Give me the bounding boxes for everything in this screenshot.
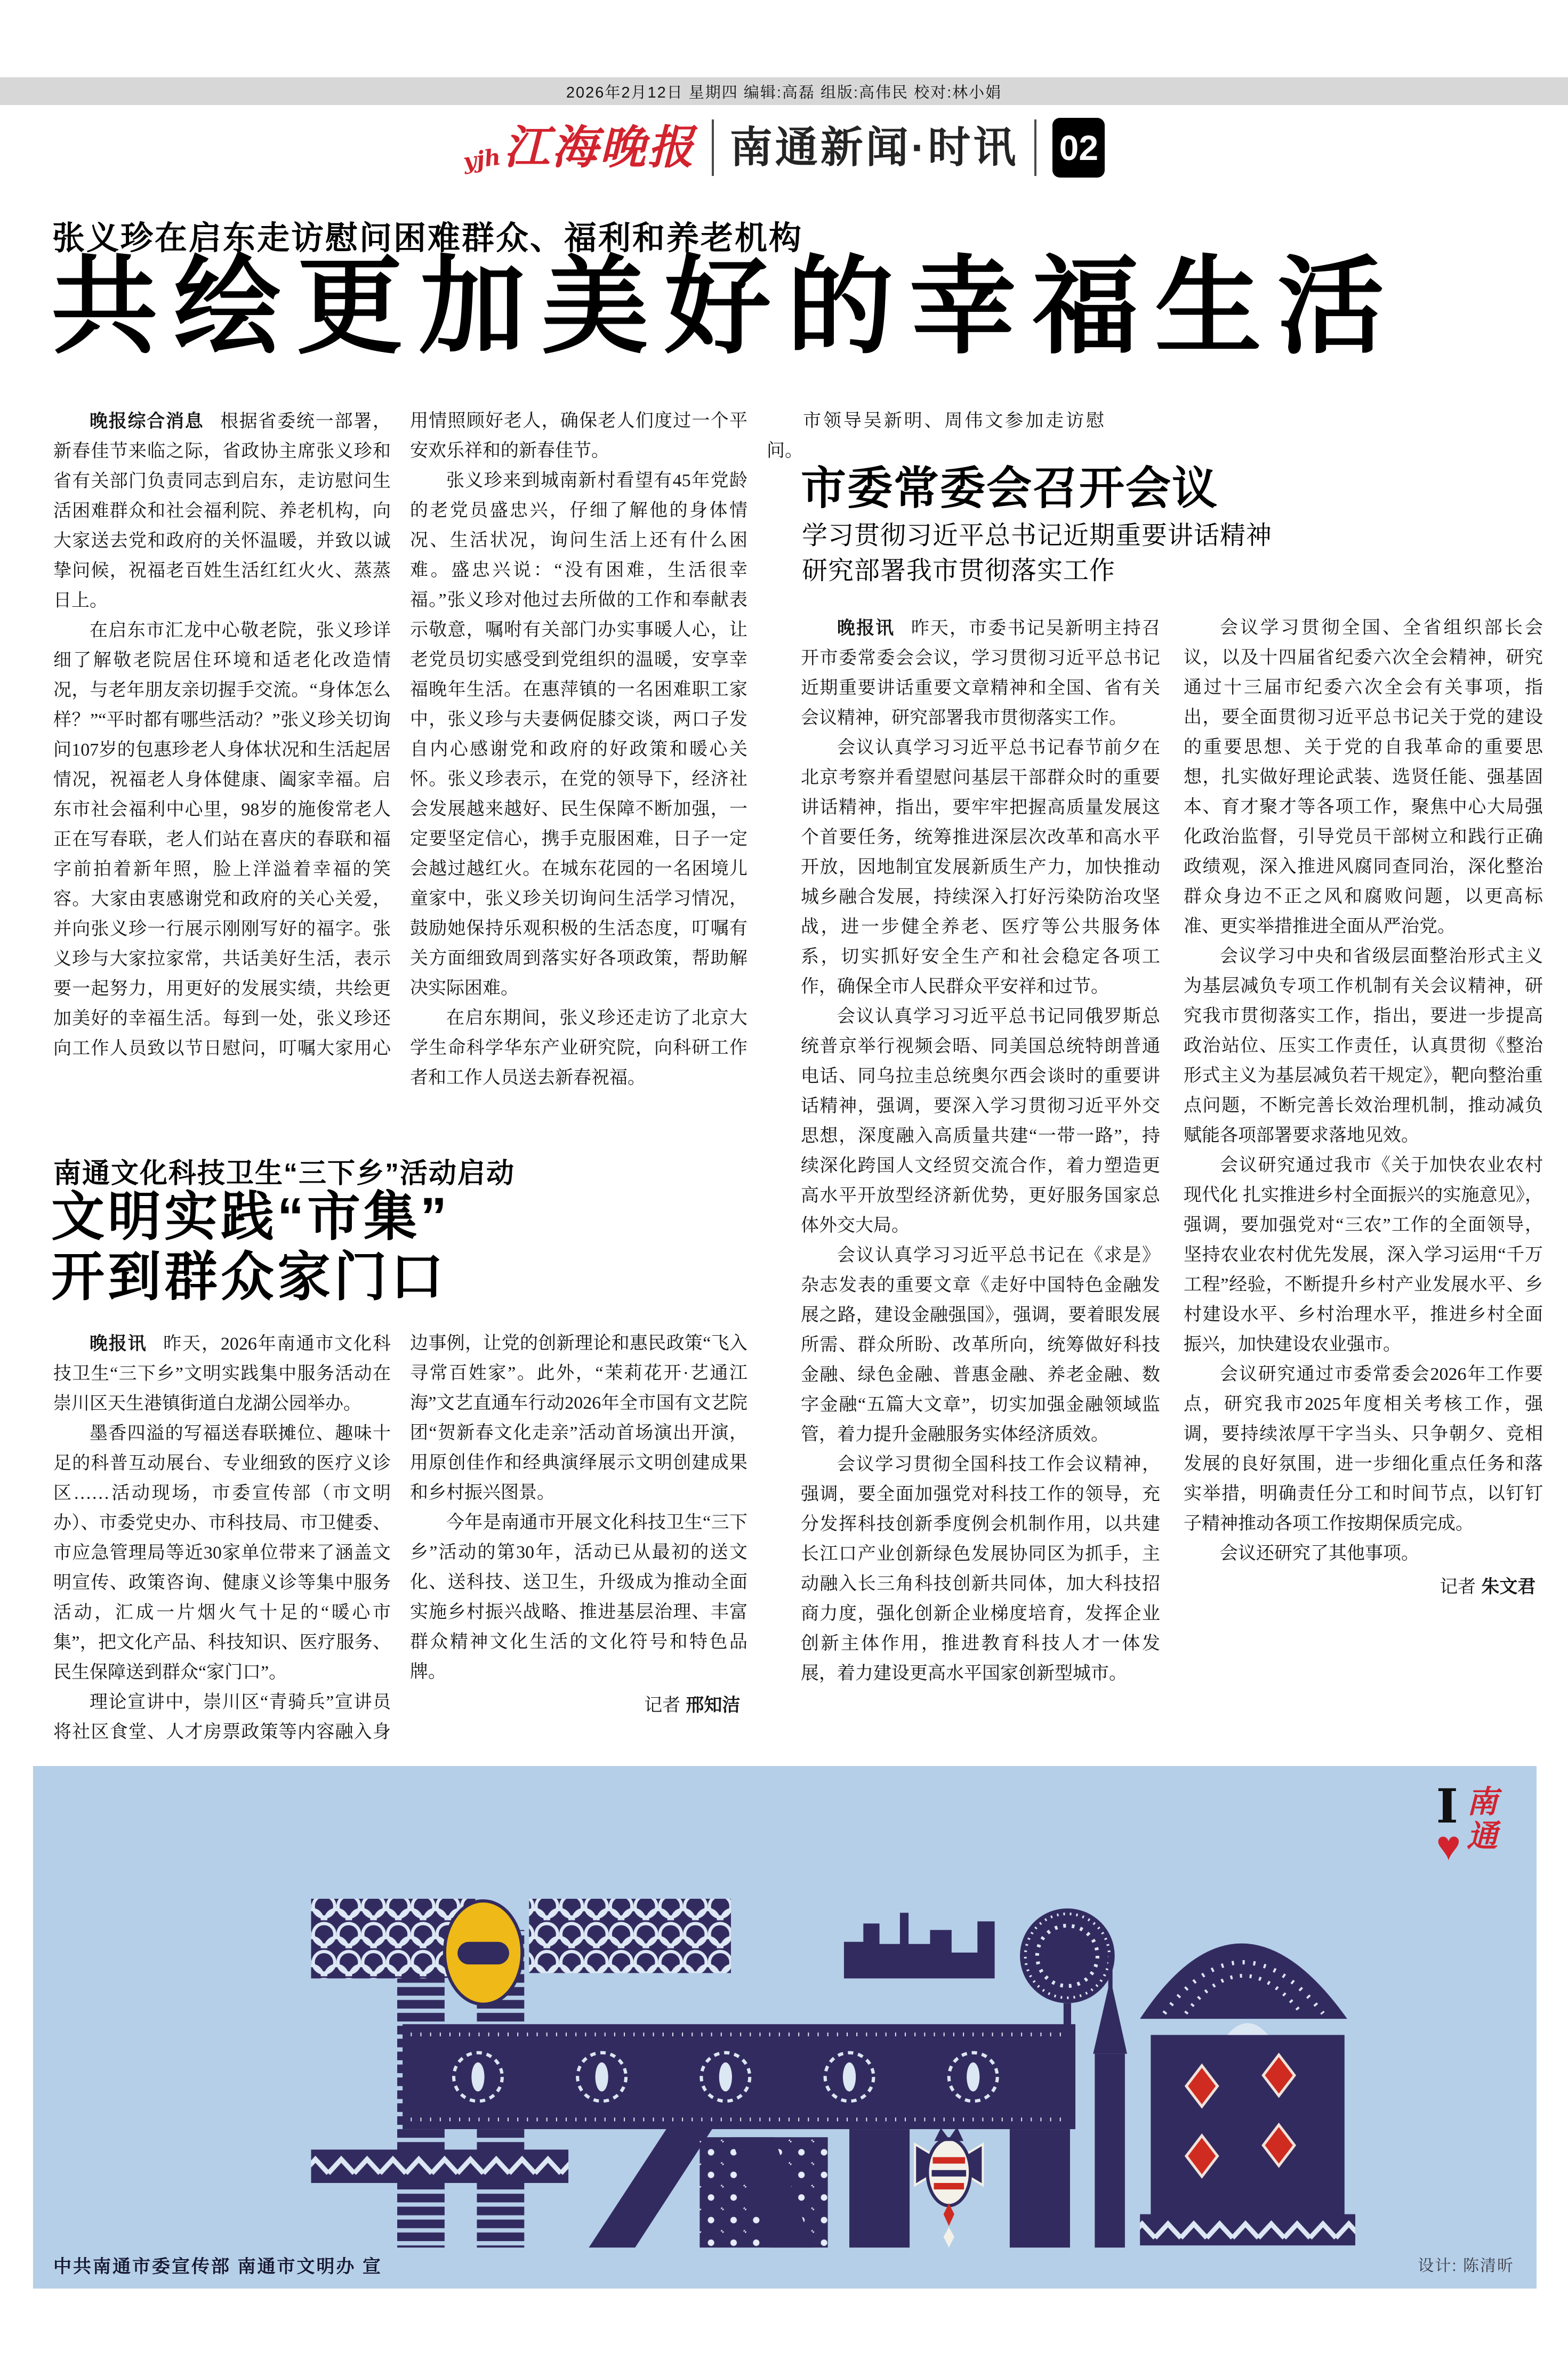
heart-icon: ♥ xyxy=(1436,1823,1461,1869)
masthead-divider xyxy=(1034,119,1036,176)
reporter-name: 邢知洁 xyxy=(686,1695,741,1715)
paragraph: 理论宣讲中，崇川区“青骑兵”宣讲员将社区食堂、人才房票政策等内容融入身边事例，让党的创新理论和惠民政策“飞入寻常百姓家”。此外，“茉莉花开·艺通江海”文艺直通车行动2026年全市国有文艺院团“贺新春文化走亲”活动首场演出开演，用原创佳作和经典演绎展示文明创建成果和乡村振兴图景。 xyxy=(53,1334,747,1742)
brand-mark-icon: yjh xyxy=(461,143,502,175)
lede-label: 晚报讯 xyxy=(90,1334,147,1354)
page-number-badge: 02 xyxy=(1052,118,1105,178)
paragraph-text: 昨天，2026年南通市文化科技卫生“三下乡”文明实践集中服务活动在崇川区天生港镇街道白龙湖公园举办。 xyxy=(53,1334,391,1414)
reporter-name: 朱文君 xyxy=(1481,1577,1536,1597)
meeting-article-body xyxy=(801,613,1543,1733)
paragraph: 墨香四溢的写福送春联摊位、趣味十足的科普互动展台、专业细致的医疗义诊区……活动现场，市委宣传部（市文明办）、市委党史办、市科技局、市卫健委、市应急管理局等近30家单位带来了涵盖文明宣传、政策咨询、健康义诊等集中服务活动，汇成一片烟火气十足的“暖心市集”，把文化产品、科技知识、医疗服务、民生保障送到群众“家门口”。 xyxy=(53,1424,391,1682)
lede-label: 晚报综合消息 xyxy=(90,411,204,431)
paragraph: 会议研究通过市委常委会2026年工作要点，研究我市2025年度相关考核工作，强调，要持续浓厚干字当头、只争朝夕、竞相发展的良好氛围，进一步细化重点任务和落实举措，明确责任分工和时间节点，以钉钉子精神推动各项工作按期保质完成。 xyxy=(1184,1364,1543,1534)
paragraph: 在启东市汇龙中心敬老院，张义珍详细了解敬老院居住环境和适老化改造情况，与老年朋友亲切握手交流。“身体怎么样？”“平时都有哪些活动？”张义珍关切询问107岁的包惠珍老人身体状况和生活起居情况，祝福老人身体健康、阖家幸福。启东市社会福利中心里，98岁的施俊常老人正在写春联，老人们站在喜庆的春联和福字前拍着新年照，脸上洋溢着幸福的笑容。大家由衷感谢党和政府的关心关爱，并向张义珍一行展示刚刚写好的福字。张义珍与大家拉家常，共话美好生活，表示要一起努力，用更好的发展实绩，共绘更加美好的幸福生活。每到一处，张义珍还向工作人员致以节日慰问，叮嘱大家用心用情照顾好老人，确保老人们度过一个平安欢乐祥和的新春佳节。 xyxy=(53,411,747,1058)
paragraph: 会议认真学习习近平总书记在《求是》杂志发表的重要文章《走好中国特色金融发展之路，建设金融强国》，强调，要着眼发展所需、群众所盼、改革所向，统筹做好科技金融、绿色金融、普惠金融、养老金融、数字金融“五篇大文章”，切实加强金融领域监管，着力提升金融服务实体经济质效。 xyxy=(801,1246,1160,1444)
lead-article-kicker: 张义珍在启东走访慰问困难群众、福利和养老机构 xyxy=(52,220,803,256)
paragraph: 会议研究通过我市《关于加快农业农村现代化 扎实推进乡村全面振兴的实施意见》，强调，要加强党对“三农”工作的全面领导，坚持农业农村优先发展，深入学习运用“千万工程”经验，不断提升乡村产业发展水平、乡村建设水平、乡村治理水平，推进乡村全面振兴，加快建设农业强市。 xyxy=(1184,1155,1543,1354)
logo-letter-i: I xyxy=(1436,1778,1458,1834)
masthead xyxy=(0,113,1568,182)
meeting-article-subtitle xyxy=(802,518,1272,589)
lede-label: 晚报讯 xyxy=(837,618,895,638)
headline-line: 开到群众家门口 xyxy=(51,1247,447,1307)
promo-banner xyxy=(33,1766,1537,2289)
paragraph: 今年是南通市开展文化科技卫生“三下乡”活动的第30年，活动已从最初的送文化、送科技、送卫生，升级成为推动全面实施乡村振兴战略、推进基层治理、丰富群众精神文化生活的文化符号和特色品牌。 xyxy=(410,1513,747,1682)
paragraph: 会议认真学习习近平总书记春节前夕在北京考察并看望慰问基层干部群众时的重要讲话精神，指出，要牢牢把握高质量发展这个首要任务，统筹推进深层次改革和高水平开放，因地制宜发展新质生产力，加快推动城乡融合发展，持续深入打好污染防治攻坚战，进一步健全养老、医疗等公共服务体系，切实抓好安全生产和社会稳定各项工作，确保全市人民群众平安祥和过节。 xyxy=(801,738,1160,997)
paragraph xyxy=(53,406,391,616)
paragraph xyxy=(53,1329,391,1419)
paragraph: 张义珍来到城南新村看望有45年党龄的老党员盛忠兴，仔细了解他的身体情况、生活状况，询问生活上还有什么困难。盛忠兴说：“没有困难，生活很幸福。”张义珍对他过去所做的工作和奉献表示敬意，嘱咐有关部门办实事暖人心，让老党员切实感受到党组织的温暖，安享幸福晚年生活。在惠萍镇的一名困难职工家中，张义珍与夫妻俩促膝交谈，两口子发自内心感谢党和政府的好政策和暖心关怀。张义珍表示，在党的领导下，经济社会发展越来越好、民生保障不断加强，一定要坚定信心，携手克服困难，日子一定会越过越红火。在城东花园的一名困境儿童家中，张义珍关切询问生活学习情况，鼓励她保持乐观积极的生活态度，叮嘱有关方面细致周到落实好各项政策，帮助解决实际困难。 xyxy=(410,471,747,998)
sanxia-article-kicker: 南通文化科技卫生“三下乡”活动启动 xyxy=(53,1158,516,1189)
meeting-article-headline: 市委常委会召开会议 xyxy=(801,463,1219,514)
paper-cut-illustration xyxy=(225,1889,1355,2251)
paragraph-text: 昨天，市委书记吴新明主持召开市委常委会会议，学习贯彻习近平总书记近期重要讲话重要文章精神和全国、省有关会议精神，研究部署我市贯彻落实工作。 xyxy=(801,619,1160,728)
designer-credit: 设计: 陈清昕 xyxy=(1418,2257,1514,2275)
paragraph: 在启东期间，张义珍还走访了北京大学生命科学华东产业研究院，向科研工作者和工作人员送去新春祝福。 xyxy=(410,1008,747,1088)
section-title: 南通新闻·时讯 xyxy=(729,124,1019,171)
masthead-divider xyxy=(712,119,714,176)
dateline-strip xyxy=(0,77,1568,105)
sanxia-article-body xyxy=(53,1329,747,1751)
headline-line: 文明实践“市集” xyxy=(51,1187,450,1247)
paragraph: 会议认真学习习近平总书记同俄罗斯总统普京举行视频会晤、同美国总统特朗普通电话、同乌拉圭总统奥尔西会谈时的重要讲话精神，强调，要深入学习贯彻习近平外交思想，深度融入高质量共建“一带一路”，持续深化跨国人文经贸交流合作，着力塑造更高水平开放型经济新优势，更好服务国家总体外交大局。 xyxy=(801,1007,1160,1235)
subtitle-line: 研究部署我市贯彻落实工作 xyxy=(802,557,1116,585)
reporter-label: 记者 xyxy=(644,1696,681,1715)
paragraph: 会议学习中央和省级层面整治形式主义为基层减负专项工作机制有关会议精神，研究我市贯彻落实工作，指出，要进一步提高政治站位、压实工作责任，认真贯彻《整治形式主义为基层减负若干规定》，靶向整治重点问题，不断完善长效治理机制，推动减负赋能各项部署要求落地见效。 xyxy=(1184,946,1543,1145)
reporter-byline xyxy=(1184,1572,1543,1602)
newspaper-brand xyxy=(461,121,696,175)
brand-name: 江海晚报 xyxy=(503,121,696,174)
lead-article-headline: 共绘更加美好的幸福生活 xyxy=(51,247,1401,366)
paragraph: 会议学习贯彻全国、全省组织部长会议，以及十四届省纪委六次全会精神，研究通过十三届市纪委六次全会有关事项，指出，要全面贯彻习近平总书记关于党的建设的重要思想、关于党的自我革命的重要思想，扎实做好理论武装、选贤任能、强基固本、育才聚才等各项工作，聚焦中心大局强化政治监督，引导党员干部树立和践行正确政绩观，深入推进风腐同查同治，深化整治群众身边不正之风和腐败问题，以更高标准、更实举措推进全面从严治党。 xyxy=(1184,618,1543,936)
i-love-nantong-logo xyxy=(1436,1778,1498,1869)
reporter-byline xyxy=(410,1690,747,1721)
sanxia-article-headline xyxy=(51,1187,450,1307)
logo-city-name: 南通 xyxy=(1461,1785,1498,1853)
dateline-text: 2026年2月12日 星期四 编辑:高磊 组版:高伟民 校对:林小娟 xyxy=(566,84,1002,101)
paragraph-text: 根据省委统一部署，新春佳节来临之际，省政协主席张义珍和省有关部门负责同志到启东，走访慰问生活困难群众和社会福利院、养老机构，向大家送去党和政府的关怀温暖，并致以诚挚问候，祝福老百姓生活红红火火、蒸蒸日上。 xyxy=(53,412,391,611)
paragraph xyxy=(801,613,1160,733)
publisher-credit: 中共南通市委宣传部 南通市文明办 宣 xyxy=(53,2257,382,2277)
paragraph: 会议学习贯彻全国科技工作会议精神，强调，要全面加强党对科技工作的领导，充分发挥科技创新季度例会机制作用，以共建长江口产业创新绿色发展协同区为抓手，主动融入长三角科技创新共同体，加大科技招商力度，强化创新企业梯度培育，发挥企业创新主体作用，推进教育科技人才一体发展，着力建设更高水平国家创新型城市。 xyxy=(801,1455,1160,1683)
reporter-label: 记者 xyxy=(1440,1577,1476,1597)
paragraph: 会议还研究了其他事项。 xyxy=(1220,1544,1419,1563)
paragraph: 市领导吴新明、周伟文参加走访慰问。 xyxy=(767,411,1104,461)
subtitle-line: 学习贯彻习近平总书记近期重要讲话精神 xyxy=(802,521,1273,550)
